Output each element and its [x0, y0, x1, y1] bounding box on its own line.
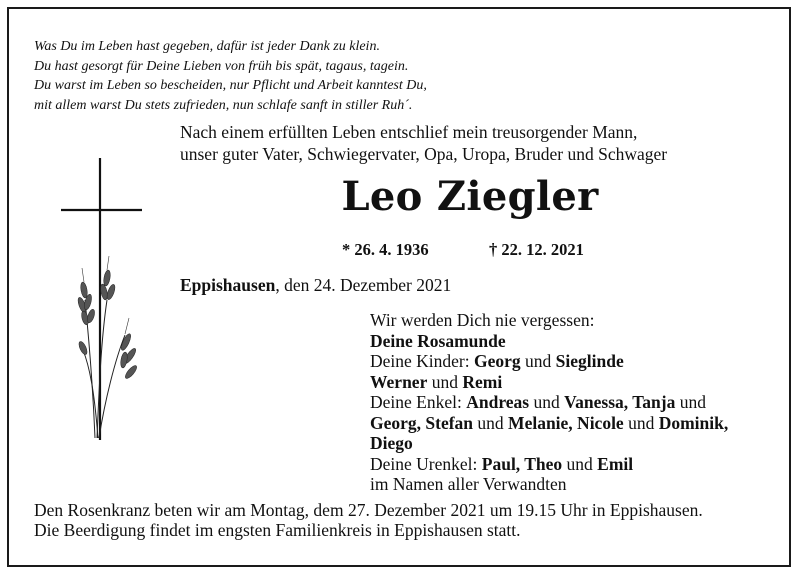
- poem-line: Du hast gesorgt für Deine Lieben von früh bis spät, tagaus, tagein.: [34, 58, 409, 74]
- footer-text: [34, 500, 703, 540]
- spouse-name: Deine Rosamunde: [370, 330, 506, 351]
- family-line: Deine Enkel: Andreas und Vanessa, Tanja und: [370, 392, 706, 412]
- intro-line-1: Nach einem erfüllten Leben entschlief mein treusorgender Mann,: [180, 122, 638, 142]
- place-name: Eppishausen: [180, 275, 276, 295]
- place-date: [180, 275, 451, 296]
- poem: [34, 37, 427, 115]
- rosary-info: Den Rosenkranz beten wir am Montag, dem 27. Dezember 2021 um 19.15 Uhr in Eppishausen.: [34, 500, 703, 520]
- family-line: [370, 331, 728, 352]
- family-line: im Namen aller Verwandten: [370, 474, 567, 494]
- family-line: Diego: [370, 433, 413, 453]
- family-list: [370, 310, 728, 495]
- poem-line: Du warst im Leben so bescheiden, nur Pflicht und Arbeit kanntest Du,: [34, 78, 427, 93]
- notice-date: , den 24. Dezember 2021: [275, 275, 452, 295]
- death-date: † 22. 12. 2021: [489, 240, 584, 259]
- family-line: Deine Urenkel: Paul, Theo und Emil: [370, 453, 634, 474]
- burial-info: Die Beerdigung findet im engsten Familienkreis in Eppishausen statt.: [34, 520, 521, 540]
- intro-text: [180, 121, 667, 165]
- family-line: Georg, Stefan und Melanie, Nicole und Dominik,: [370, 412, 729, 433]
- deceased-name: Leo Ziegler: [341, 173, 599, 220]
- family-line: Deine Kinder: Georg und Sieglinde: [370, 351, 624, 371]
- intro-line-2: unser guter Vater, Schwiegervater, Opa, Uropa, Bruder und Schwager: [180, 144, 668, 164]
- family-line: Wir werden Dich nie vergessen:: [370, 310, 595, 330]
- poem-line: mit allem warst Du stets zufrieden, nun schlafe sanft in stiller Ruh´.: [34, 97, 413, 113]
- poem-line: Was Du im Leben hast gegeben, dafür ist jeder Dank zu klein.: [34, 39, 380, 54]
- family-line: Werner und Remi: [370, 371, 503, 392]
- birth-date: * 26. 4. 1936: [342, 240, 429, 259]
